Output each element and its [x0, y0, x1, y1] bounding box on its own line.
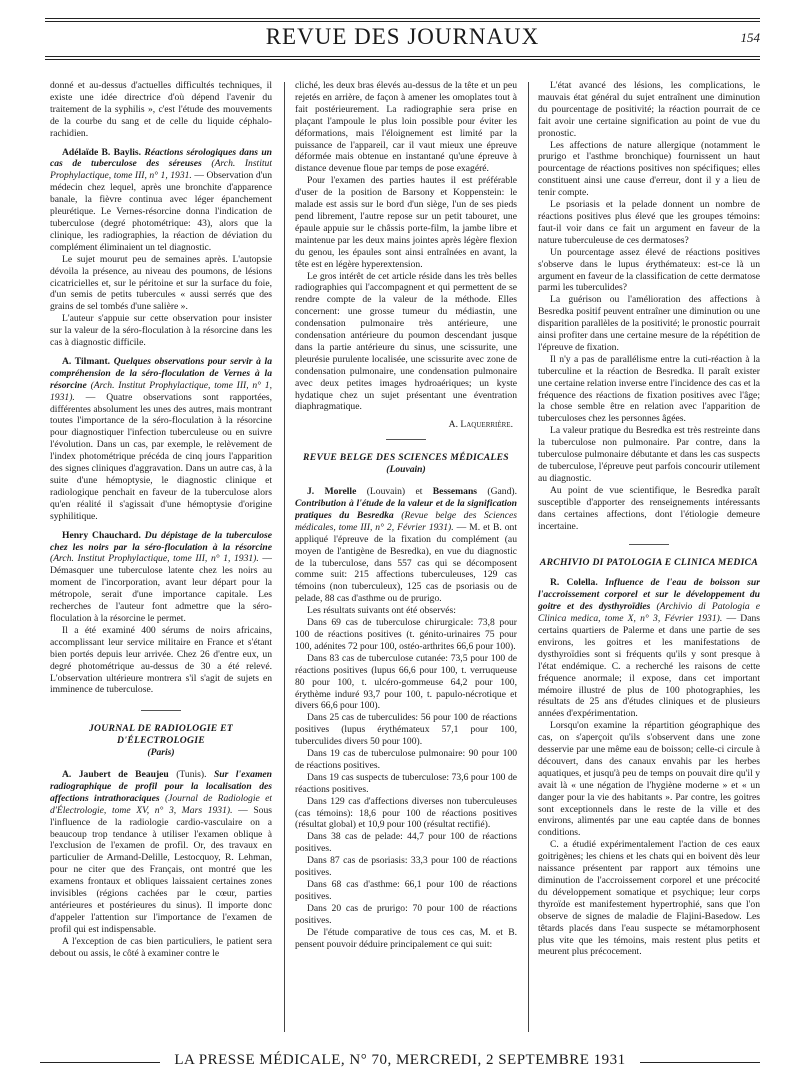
header-rule-top-2 — [45, 21, 760, 22]
article-tilmant — [50, 356, 272, 523]
article-source: (Arch. Institut Prophylactique, tome III, n° 1, 1931). — [50, 379, 272, 403]
paragraph: De l'étude comparative de tous ces cas, M. et B. pensent pouvoir déduire principalement ce qui suit: — [295, 926, 517, 950]
footer-publication-line: LA PRESSE MÉDICALE, N° 70, MERCREDI, 2 SEPTEMBRE 1931 — [174, 1052, 626, 1068]
paragraph: cliché, les deux bras élevés au-dessus de la tête et un peu rejetés en arrière, de façon à amener les omoplates tout à fait postérieurement. La radiographie sera prise en plaçant l'ampoule le plus loin possible pour éviter les déformations, mais l'éloignement est limité par la puissance de l'appareil, car il vaut mieux une épreuve déformée mais obtenue en instantané qu'une épreuve à distance devenue floue par temps de pose exagéré. — [295, 80, 517, 175]
article-title: Quelques observations pour servir à la compréhension de la séro-floculation de Vernes à la résorcine — [50, 355, 272, 391]
article-title: Contribution à l'étude de la valeur et de la signification pratiques du Besredka — [295, 498, 517, 521]
paragraph: Il n'y a pas de parallélisme entre la cuti-réaction à la tuberculine et la réaction de Besredka. Il paraît exister une certaine relation inverse entre l'incidence des cas et la fréquence des réactions de fixation positives avec l'âge; la chose semble être en relation avec l'apparition de tuberculoses chez les personnes âgées. — [538, 353, 760, 425]
paragraph: A l'exception de cas bien particuliers, le patient sera debout ou assis, le côté à examiner contre le — [50, 935, 272, 959]
paragraph: L'auteur s'appuie sur cette observation pour insister sur la valeur de la séro-floculation à la résorcine dans les cas à diagnostic difficile. — [50, 313, 272, 349]
column-3 — [538, 80, 760, 1045]
journal-city: (Louvain) — [386, 464, 426, 476]
page-footer — [40, 1052, 760, 1074]
journal-name: REVUE BELGE DES SCIENCES MÉDICALES — [303, 452, 509, 464]
article-chauchard — [50, 530, 272, 625]
article-title: Sur l'examen radiographique de profil pour la localisation des affections intrathoraciques — [50, 769, 272, 804]
paragraph: Il a été examiné 400 sérums de noirs africains, accomplissant leur service militaire en France et s'étant bien portés depuis leur arrivée. Chez 26 d'entre eux, un degré photométrique au-dessus de 30 a été relevé. L'observation ultérieure montrera s'il s'agit de sujets en imminence de tuberculose. — [50, 624, 272, 696]
result-item: Dans 19 cas suspects de tuberculose: 73,6 pour 100 de réactions positives. — [295, 771, 517, 795]
article-author-place: (Louvain) et — [366, 486, 423, 498]
paragraph: Lorsqu'on examine la répartition géographique des cas, on s'aperçoit qu'ils s'observent dans une zone desservie par une même eau de boisson; celle-ci circule à découvert, dans des canaux envahis par les herbes aquatiques, et jusqu'à peu de temps on pouvait dire qu'il y avait là « une négation de l'hygiène moderne » et « un danger pour la vie des habitants ». Par contre, les goitres sont exceptionnels dans le reste de la ville et des environs, alimentés par une eau captée dans de bonnes conditions. — [538, 720, 760, 839]
paragraph: C. a étudié expérimentalement l'action de ces eaux goitrigènes; les chiens et les chats qui en boivent dès leur naissance présentent par rapport aux témoins une diminution de l'accroissement corporel et une précocité du développement somatique et psychique; leur corps thyroïde est manifestement hypertrophié, sans que l'on observe de signes de maladie de Flajini-Basedow. Les têtards placés dans l'eau suspecte se métamorphosent plus vite que les témoins, mais restent plus petits et meurent plus précocement. — [538, 839, 760, 958]
section-separator — [386, 439, 426, 440]
journal-name: ARCHIVIO DI PATOLOGIA E CLINICA MEDICA — [539, 557, 759, 569]
column-divider — [528, 82, 529, 1032]
article-source: (Arch. Institut Prophylactique, tome III, n° 1, 1931). — [50, 553, 259, 565]
result-item: Dans 83 cas de tuberculose cutanée: 73,5 pour 100 de réactions positives (lupus 66,6 pour 100, t. verruqueuse 80 pour 100, t. ulcéro-gommeuse 64,2 pour 100, érythème induré 93,7 pour 100, t. papulo-nécrotique et divers 66,6 pour 100). — [295, 652, 517, 712]
article-author: Adélaïde B. Baylis. — [62, 146, 142, 158]
header-rule-bottom — [45, 56, 760, 57]
article-author: R. Colella. — [550, 577, 598, 589]
article-source: (Archivio di Patologia e Clinica medica, tome X, n° 3, Février 1931). — [538, 601, 760, 625]
paragraph: Le sujet mourut peu de semaines après. L'autopsie dévoila la présence, au niveau des poumons, de lésions cicatricielles et, sur le péritoine et sur la surface du foie, d'un semis de petits tubercules « aussi serrés que des grains de sel tombés d'une salière ». — [50, 253, 272, 313]
section-separator — [629, 544, 669, 545]
paragraph: La guérison ou l'amélioration des affections à Besredka positif peuvent entraîner une diminution ou une disparition parallèles de la positivité; le pronostic pourrait ainsi profiter dans une certaine mesure de la répétition de l'épreuve de fixation. — [538, 294, 760, 353]
result-item: Dans 20 cas de prurigo: 70 pour 100 de réactions positives. — [295, 902, 517, 926]
article-body: — Dans certains quartiers de Palerme et dans une partie de ses environs, les goitres et les manifestations de dysthyroïdies sont si fréquents qu'ils y sont presque à l'état endémique. C. a recherché les raisons de cette fréquence anormale; il expose, dans cet important mémoire illustré de plus de 100 photographies, les résultats de 25 ans d'études cliniques et de plusieurs années d'expérimentation. — [538, 613, 760, 720]
article-morelle-bessemans — [295, 486, 517, 605]
article-source: (Revue belge des Sciences médicales, tome III, n° 2, Février 1931). — [295, 509, 517, 533]
article-source: (Arch. Institut Prophylactique, tome III, n° 1, 1931. — [50, 158, 272, 182]
article-author: Bessemans — [432, 486, 478, 498]
paragraph: L'état avancé des lésions, les complications, le mauvais état général du sujet entraînent une diminution du pourcentage de positivité; la réaction pourrait de ce fait avoir une certaine signification au point de vue du pronostic. — [538, 80, 760, 139]
article-baylis — [50, 147, 272, 254]
article-author: J. Morelle — [307, 486, 357, 498]
article-body: — Démasquer une tuberculose latente chez les noirs au moment de l'incorporation, avant leur départ pour la métropole, serait d'une importance capitale. Les recherches de l'auteur font admettre que la séro-floculation à la résorcine le permet. — [50, 553, 272, 624]
article-colella — [538, 577, 760, 720]
result-item: Dans 38 cas de pelade: 44,7 pour 100 de réactions positives. — [295, 831, 517, 855]
article-title: Réactions sérologiques dans un cas de tuberculose des séreuses — [50, 146, 272, 170]
article-source: (Journal de Radiologie et d'Électrologie, tome XV, n° 3, Mars 1931). — [50, 792, 272, 816]
column-1 — [50, 80, 272, 1045]
paragraph: Les résultats suivants ont été observés: — [307, 605, 456, 617]
paragraph: Le gros intérêt de cet article réside dans les très belles radiographies qui l'accompagnent et qui permettent de se rendre compte de la valeur de la méthode. Elles concernent: une grosse tumeur du médiastin, une condensation pulmonaire très antérieure, une condensation antérieure du poumon descendant jusque dans la partie antérieure du sinus, une scissurite, une pleurésie purulente localisée, une scissurite avec zone de condensation pulmonaire, une condensation pulmonaire avec deux petites images hydroaériques; un kyste hydatique chez un sujet présentant une éventration diaphragmatique. — [295, 270, 517, 413]
result-item: Dans 19 cas de tuberculose pulmonaire: 90 pour 100 de réactions positives. — [295, 748, 517, 771]
result-item: Dans 68 cas d'asthme: 66,1 pour 100 de réactions positives. — [295, 879, 517, 902]
section-separator — [141, 710, 181, 711]
result-item: Dans 69 cas de tuberculose chirurgicale: 73,8 pour 100 de réactions positives (t. génito-urinaires 75 pour 100, adénites 72 pour 100, ostéo-arthrites 66,6 pour 100). — [295, 617, 517, 652]
footer-rule-right — [640, 1062, 760, 1063]
paragraph: donné et au-dessus d'actuelles difficultés techniques, il existe une idée directrice d'où dépend l'avenir du traitement de la syphilis », c'est l'étude des mouvements de la courbe du sang et de celle du liquide céphalo-rachidien. — [50, 80, 272, 139]
paragraph: Un pourcentage assez élevé de réactions positives s'observe dans le lupus érythémateux: est-ce là un argument en faveur de la classification de cette dermatose parmi les tuberculides? — [538, 246, 760, 294]
paragraph: Au point de vue scientifique, le Besredka paraît susceptible d'apporter des renseignements intéressants dans certaines affections, dont l'étiologie demeure incertaine. — [538, 484, 760, 532]
page-number: 154 — [740, 30, 760, 45]
header-rule-bottom-2 — [45, 59, 760, 60]
page-header — [45, 18, 760, 58]
paragraph: Pour l'examen des parties hautes il est préférable d'user de la position de Barsony et Koppenstein: le malade est assis sur le bord d'un siège, l'un de ses pieds pend librement, l'autre repose sur un petit tabouret, une épaule appuie sur le châssis porte-film, la jambe libre et maintenue par les deux mains jointes après légère flexion du genou, les épaules sont ainsi entraînées en avant, la tête est en légère hyperextension. — [295, 175, 517, 270]
journal-city: (Paris) — [147, 747, 175, 759]
article-author-place: (Tunis). — [176, 769, 207, 781]
header-rule-top — [45, 18, 760, 19]
paragraph: La valeur pratique du Besredka est très restreinte dans la tuberculose non pulmonaire. Par contre, dans la tuberculose pulmonaire débutante et dans les cas suspects de tuberculose, l'épreuve peut parfois concourir utilement au diagnostic. — [538, 425, 760, 484]
article-body: — Sous l'influence de la radiologie cardio-vasculaire on a beaucoup trop tendance à utiliser l'examen oblique à l'exclusion de l'examen de profil. Or, des travaux en particulier de Armand-Delille, Lestocquoy, R. Lehman, pour ne citer que des Français, ont montré que les examens frontaux et obliques laissaient certaines zones invisibles (régions cachées par le cœur, parties antérieures et postérieures du sinus). Il importe donc d'appeler l'attention sur l'importance de l'examen de profil qui est indispensable. — [50, 804, 272, 935]
article-jaubert — [50, 769, 272, 936]
journal-name: JOURNAL DE RADIOLOGIE ET D'ÉLECTROLOGIE — [88, 723, 234, 747]
result-item: Dans 25 cas de tuberculides: 56 pour 100 de réactions positives (lupus érythémateux 57,1 pour 100, tuberculides divers 50 pour 100). — [295, 712, 517, 748]
article-author-place: (Gand). — [487, 486, 517, 498]
article-author: A. Tilmant. — [62, 355, 111, 367]
result-item: Dans 129 cas d'affections diverses non tuberculeuses (cas témoins): 18,6 pour 100 de réactions positives (résultat global) et 10,9 pour 100 (résultat rectifié). — [295, 795, 517, 831]
result-item: Dans 87 cas de psoriasis: 33,3 pour 100 de réactions positives. — [295, 855, 517, 879]
column-2 — [295, 80, 517, 1045]
article-body: — Observation d'un médecin chez lequel, après une bronchite d'apparence banale, la fièvre continua avec léger épanchement pleurétique. Le Vernes-résorcine donna l'indication de tuberculose (degré photométrique: 43), alors que la clinique, les radiographies, la réaction de déviation du complément éliminaient un tel diagnostic. — [50, 170, 272, 253]
paragraph: Les affections de nature allergique (notamment le prurigo et l'asthme bronchique) fournissent un haut pourcentage de réactions positives non spécifiques; elles constituent ainsi une cause d'erreur, dont il y a lieu de tenir compte. — [538, 139, 760, 199]
article-body: — M. et B. ont appliqué l'épreuve de la fixation du complément (au moyen de l'antigène de Besredka), en vue du diagnostic de la tuberculose, dans 557 cas qui se décomposent comme suit: 215 affections tuberculeuses, 129 cas témoins (non tuberculeux), 125 cas de psoriasis ou de pelade, 88 cas d'asthme ou de prurigo. — [295, 521, 517, 605]
article-body: — Quatre observations sont rapportées, différentes absolument les unes des autres, mais montrant toutes l'importance de la séro-floculation à la résorcine pour diagnostiquer l'infection tuberculeuse ou en suivre l'évolution. Dans un cas, par exemple, le relèvement de l'index photométrique précéda de cinq jours l'apparition des signes cliniques d'aggravation. Dans un autre cas, à la suite d'une hémoptysie, le diagnostic clinique et radiologique penchait en faveur de la tuberculose alors qu'en réalité il s'agissait d'une hémoptysie d'origine syphilitique. — [50, 391, 272, 522]
journal-section-title: REVUE DES JOURNAUX — [265, 24, 540, 49]
article-author: A. Jaubert de Beaujeu — [62, 769, 169, 781]
article-columns — [50, 80, 760, 1045]
article-author: Henry Chauchard. — [62, 529, 141, 541]
article-title: Influence de l'eau de boisson sur l'accroissement corporel et sur le développement du goitre et des dysthyroïdies — [538, 577, 760, 613]
article-signature: A. Laquerrière. — [448, 419, 513, 431]
article-title: Du dépistage de la tuberculose chez les noirs par la séro-floculation à la résorcine — [50, 529, 272, 553]
paragraph: Le psoriasis et la pelade donnent un nombre de réactions positives plus élevé que les groupes témoins: faut-il voir dans ce fait un argument en faveur de la nature tuberculeuse de ces dermatoses? — [538, 199, 760, 246]
column-divider — [284, 82, 285, 1032]
